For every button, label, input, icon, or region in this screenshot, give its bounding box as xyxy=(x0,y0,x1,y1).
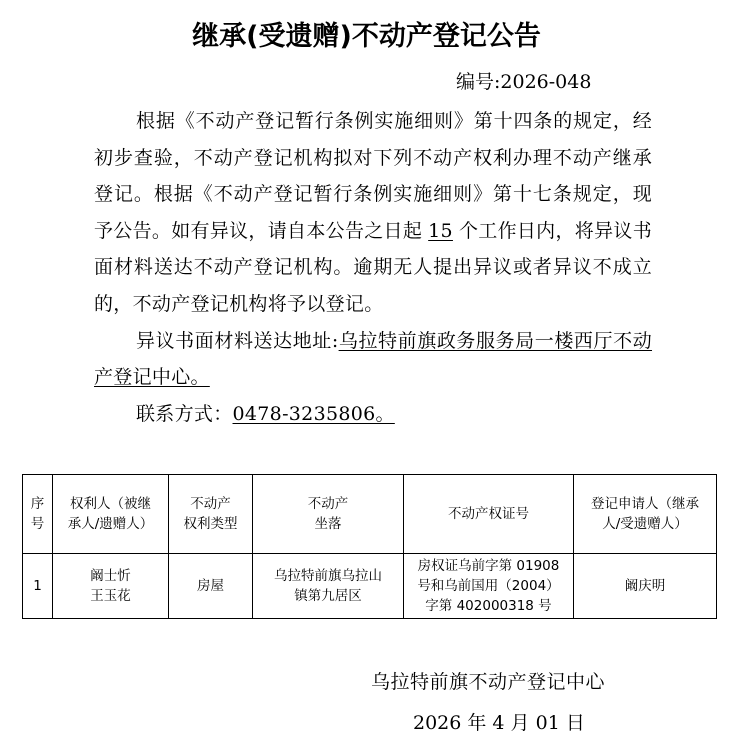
contact-label: 联系方式： xyxy=(136,402,233,425)
objection-days: 15 xyxy=(428,219,453,242)
cell-seq: 1 xyxy=(23,554,53,619)
cell-right-type: 房屋 xyxy=(169,554,253,619)
paragraph-main-tail: 个工作日内，将异议书面材料送达不动产登记机构。逾期无人提出异议或者异议不成立的，不动产登记机构将予以登记。 xyxy=(94,219,652,315)
registration-table xyxy=(22,474,717,619)
address-value: 乌拉特前旗政务服务局一楼西厅不动产登记中心。 xyxy=(94,329,653,389)
table-row xyxy=(23,554,717,619)
paragraph-main-text: 根据《不动产登记暂行条例实施细则》第十四条的规定，经初步查验，不动产登记机构拟对下列不动产权利办理不动产继承登记。根据《不动产登记暂行条例实施细则》第十七条规定，现予公告。如有异议，请自本公告之日起 xyxy=(94,110,652,242)
cell-cert-no: 房权证乌前字第 01908 号和乌前国用（2004） 字第 402000318 号 xyxy=(404,554,574,619)
table-header-row xyxy=(23,475,717,554)
paragraph-address xyxy=(94,323,652,396)
announcement-body xyxy=(94,103,652,432)
document-number: 编号:2026-048 xyxy=(456,71,592,93)
header-holder: 权利人（被继 承人/遗赠人） xyxy=(53,475,169,554)
paragraph-main xyxy=(94,103,652,323)
header-cert-no: 不动产权证号 xyxy=(404,475,574,554)
paragraph-contact xyxy=(94,396,652,433)
header-seq: 序 号 xyxy=(23,475,53,554)
cell-applicant: 阚庆明 xyxy=(574,554,717,619)
cell-holder: 阚士忻 王玉花 xyxy=(53,554,169,619)
header-applicant: 登记申请人（继承 人/受遗赠人） xyxy=(574,475,717,554)
cell-location: 乌拉特前旗乌拉山 镇第九居区 xyxy=(253,554,404,619)
contact-value: 0478-3235806。 xyxy=(232,402,395,425)
header-right-type: 不动产 权利类型 xyxy=(169,475,253,554)
issuing-organization: 乌拉特前旗不动产登记中心 xyxy=(371,671,606,693)
address-label: 异议书面材料送达地址: xyxy=(136,329,339,352)
page-title: 继承(受遗赠)不动产登记公告 xyxy=(192,21,541,52)
issue-date: 2026 年 4 月 01 日 xyxy=(413,712,585,734)
header-location: 不动产 坐落 xyxy=(253,475,404,554)
